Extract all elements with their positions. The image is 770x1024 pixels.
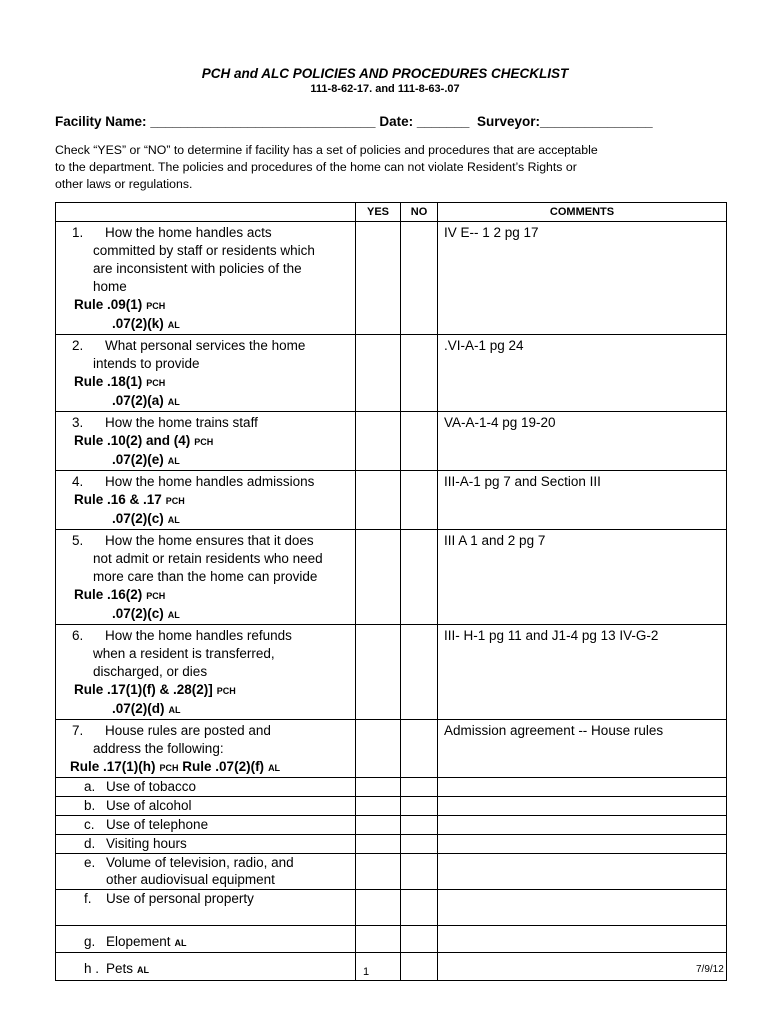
no-checkbox-cell[interactable] xyxy=(401,854,438,890)
yes-checkbox-cell[interactable] xyxy=(356,890,401,926)
yes-checkbox-cell[interactable] xyxy=(356,778,401,797)
table-row xyxy=(56,222,727,335)
no-checkbox-cell[interactable] xyxy=(401,471,438,530)
no-checkbox-cell[interactable] xyxy=(401,222,438,335)
subitem-letter: d. xyxy=(84,836,96,851)
surveyor-field[interactable]: _______________ xyxy=(539,114,653,129)
subitem-letter: c. xyxy=(84,817,95,832)
surveyor-label: Surveyor: xyxy=(476,114,540,129)
no-checkbox-cell[interactable] xyxy=(401,530,438,625)
page-title: PCH and ALC POLICIES AND PROCEDURES CHECKLIST xyxy=(201,66,569,81)
al-tag: AL xyxy=(167,515,180,525)
subitem-text: c. Use of telephone xyxy=(84,817,209,832)
footer-date: 7/9/12 xyxy=(696,964,724,975)
al-tag: AL xyxy=(167,456,180,466)
facility-label: Facility Name: xyxy=(55,114,147,129)
no-checkbox-cell[interactable] xyxy=(401,953,438,981)
facility-name-field[interactable]: ______________________________ xyxy=(150,114,376,129)
rule-ref: .07(2)(e) AL xyxy=(112,452,180,467)
yes-checkbox-cell[interactable] xyxy=(356,854,401,890)
table-row xyxy=(56,530,727,625)
yes-checkbox-cell[interactable] xyxy=(356,835,401,854)
subitem-cell xyxy=(56,953,356,981)
yes-header: YES xyxy=(356,203,401,222)
no-checkbox-cell[interactable] xyxy=(401,835,438,854)
item-cell xyxy=(56,625,356,720)
subitem-text: h . Pets AL xyxy=(84,961,150,976)
subitem-letter: h . xyxy=(84,961,100,976)
al-tag: AL xyxy=(167,610,180,620)
subitem-text: f. Use of personal property xyxy=(84,891,254,906)
al-tag: AL xyxy=(168,705,181,715)
subitem-text: d. Visiting hours xyxy=(84,836,187,851)
comment-cell[interactable] xyxy=(438,926,727,953)
no-header: NO xyxy=(401,203,438,222)
pch-tag: PCH xyxy=(165,496,185,506)
table-row xyxy=(56,835,727,854)
yes-checkbox-cell[interactable] xyxy=(356,797,401,816)
intro-line: Check “YES” or “NO” to determine if facility has a set of policies and procedures that are acceptable xyxy=(55,143,598,157)
item-text: more care than the home can provide xyxy=(93,569,318,584)
comment-cell[interactable]: III-A-1 pg 7 and Section III xyxy=(438,471,727,530)
item-text: 7. House rules are posted and xyxy=(60,722,351,740)
checklist-table xyxy=(55,202,727,981)
item-number: 3. xyxy=(72,415,84,430)
rule-ref: .07(2)(c) AL xyxy=(112,606,180,621)
no-checkbox-cell[interactable] xyxy=(401,335,438,412)
item-text: 6. How the home handles refunds xyxy=(60,627,351,645)
subitem-text: b. Use of alcohol xyxy=(84,798,192,813)
item-text: 5. How the home ensures that it does xyxy=(60,532,351,550)
pch-tag: PCH xyxy=(146,301,166,311)
item-header xyxy=(56,203,356,222)
rule-ref: Rule .09(1) PCH xyxy=(74,297,166,312)
item-text: 3. How the home trains staff xyxy=(60,414,351,432)
comment-cell[interactable]: III A 1 and 2 pg 7 xyxy=(438,530,727,625)
item-cell xyxy=(56,720,356,778)
item-text: 1. How the home handles acts xyxy=(60,224,351,242)
subitem-cell xyxy=(56,854,356,890)
intro-text xyxy=(55,142,695,193)
item-number: 1. xyxy=(72,225,84,240)
yes-checkbox-cell[interactable] xyxy=(356,412,401,471)
item-text: address the following: xyxy=(93,741,224,756)
item-cell xyxy=(56,412,356,471)
item-text: 2. What personal services the home xyxy=(60,337,351,355)
item-text: not admit or retain residents who need xyxy=(93,551,323,566)
table-row xyxy=(56,625,727,720)
subitem-letter: b. xyxy=(84,798,96,813)
no-checkbox-cell[interactable] xyxy=(401,816,438,835)
comment-cell[interactable]: III- H-1 pg 11 and J1-4 pg 13 IV-G-2 xyxy=(438,625,727,720)
al-tag: AL xyxy=(174,938,187,948)
table-row xyxy=(56,778,727,797)
item-text: are inconsistent with policies of the xyxy=(93,261,302,276)
item-number: 2. xyxy=(72,338,84,353)
subitem-letter: f. xyxy=(84,891,92,906)
yes-checkbox-cell[interactable] xyxy=(356,625,401,720)
yes-checkbox-cell[interactable] xyxy=(356,335,401,412)
pch-tag: PCH xyxy=(194,437,214,447)
rule-ref: Rule .16 & .17 PCH xyxy=(74,492,185,507)
al-tag: AL xyxy=(167,320,180,330)
table-row xyxy=(56,471,727,530)
item-cell xyxy=(56,335,356,412)
comment-cell[interactable]: IV E-- 1 2 pg 17 xyxy=(438,222,727,335)
table-row xyxy=(56,816,727,835)
subitem-text: other audiovisual equipment xyxy=(106,872,275,887)
header-fields xyxy=(55,114,653,129)
item-cell xyxy=(56,471,356,530)
date-label: Date: xyxy=(379,114,414,129)
subitem-cell xyxy=(56,835,356,854)
yes-checkbox-cell[interactable] xyxy=(356,926,401,953)
comment-cell[interactable]: .VI-A-1 pg 24 xyxy=(438,335,727,412)
intro-line: other laws or regulations. xyxy=(55,177,193,191)
page-number: 1 xyxy=(363,966,370,978)
no-checkbox-cell[interactable] xyxy=(401,797,438,816)
rule-ref: Rule .10(2) and (4) PCH xyxy=(74,433,214,448)
item-number: 4. xyxy=(72,474,84,489)
al-tag: AL xyxy=(137,965,150,975)
pch-tag: PCH xyxy=(159,763,179,773)
pch-tag: PCH xyxy=(146,378,166,388)
rule-ref: .07(2)(a) AL xyxy=(112,393,180,408)
rule-ref: Rule .16(2) PCH xyxy=(74,587,166,602)
comments-header: COMMENTS xyxy=(438,203,727,222)
item-text: 4. How the home handles admissions xyxy=(60,473,351,491)
item-text: intends to provide xyxy=(93,356,200,371)
subitem-letter: e. xyxy=(84,855,96,870)
table-row xyxy=(56,720,727,778)
item-number: 7. xyxy=(72,723,84,738)
table-row xyxy=(56,335,727,412)
comment-cell[interactable] xyxy=(438,797,727,816)
al-tag: AL xyxy=(167,397,180,407)
rule-ref: .07(2)(c) AL xyxy=(112,511,180,526)
item-text: discharged, or dies xyxy=(93,664,208,679)
no-checkbox-cell[interactable] xyxy=(401,720,438,778)
comment-cell[interactable] xyxy=(438,778,727,797)
no-checkbox-cell[interactable] xyxy=(401,926,438,953)
comment-cell[interactable] xyxy=(438,890,727,926)
comment-cell[interactable] xyxy=(438,953,727,981)
subitem-text: e. Volume of television, radio, and xyxy=(84,855,294,870)
rule-ref: Rule .18(1) PCH xyxy=(74,374,166,389)
table-row xyxy=(56,890,727,926)
yes-checkbox-cell[interactable] xyxy=(356,720,401,778)
page-subtitle: 111-8-62-17. and 111-8-63-.07 xyxy=(310,83,460,95)
subitem-letter: g. xyxy=(84,934,96,949)
rule-ref: Rule .17(1)(h) PCH Rule .07(2)(f) AL xyxy=(70,759,281,774)
comment-cell[interactable] xyxy=(438,816,727,835)
comment-cell[interactable]: VA-A-1-4 pg 19-20 xyxy=(438,412,727,471)
item-number: 5. xyxy=(72,533,84,548)
table-row xyxy=(56,797,727,816)
subitem-cell xyxy=(56,778,356,797)
date-field[interactable]: _______ xyxy=(416,114,470,129)
item-text: committed by staff or residents which xyxy=(93,243,315,258)
yes-checkbox-cell[interactable] xyxy=(356,530,401,625)
subitem-cell xyxy=(56,816,356,835)
item-number: 6. xyxy=(72,628,84,643)
comment-cell[interactable] xyxy=(438,854,727,890)
table-row xyxy=(56,412,727,471)
table-row xyxy=(56,926,727,953)
intro-line: to the department. The policies and procedures of the home can not violate Resident’s Rights or xyxy=(55,160,577,174)
no-checkbox-cell[interactable] xyxy=(401,625,438,720)
table-row xyxy=(56,854,727,890)
no-checkbox-cell[interactable] xyxy=(401,412,438,471)
rule-ref: .07(2)(d) AL xyxy=(112,701,181,716)
item-cell xyxy=(56,222,356,335)
rule-ref: .07(2)(k) AL xyxy=(112,316,180,331)
rule-ref: Rule .17(1)(f) & .28(2)] PCH xyxy=(74,682,236,697)
no-checkbox-cell[interactable] xyxy=(401,890,438,926)
al-tag: AL xyxy=(268,763,281,773)
subitem-text: a. Use of tobacco xyxy=(84,779,197,794)
subitem-letter: a. xyxy=(84,779,96,794)
yes-checkbox-cell[interactable] xyxy=(356,816,401,835)
item-cell xyxy=(56,530,356,625)
comment-cell[interactable]: Admission agreement -- House rules xyxy=(438,720,727,778)
table-row xyxy=(56,953,727,981)
item-text: when a resident is transferred, xyxy=(93,646,275,661)
subitem-text: g. Elopement AL xyxy=(84,934,187,949)
subitem-cell xyxy=(56,926,356,953)
yes-checkbox-cell[interactable] xyxy=(356,222,401,335)
comment-cell[interactable] xyxy=(438,835,727,854)
item-text: home xyxy=(93,279,127,294)
subitem-cell xyxy=(56,797,356,816)
pch-tag: PCH xyxy=(216,686,236,696)
yes-checkbox-cell[interactable] xyxy=(356,471,401,530)
table-header-row xyxy=(56,203,727,222)
no-checkbox-cell[interactable] xyxy=(401,778,438,797)
subitem-cell xyxy=(56,890,356,926)
pch-tag: PCH xyxy=(146,591,166,601)
